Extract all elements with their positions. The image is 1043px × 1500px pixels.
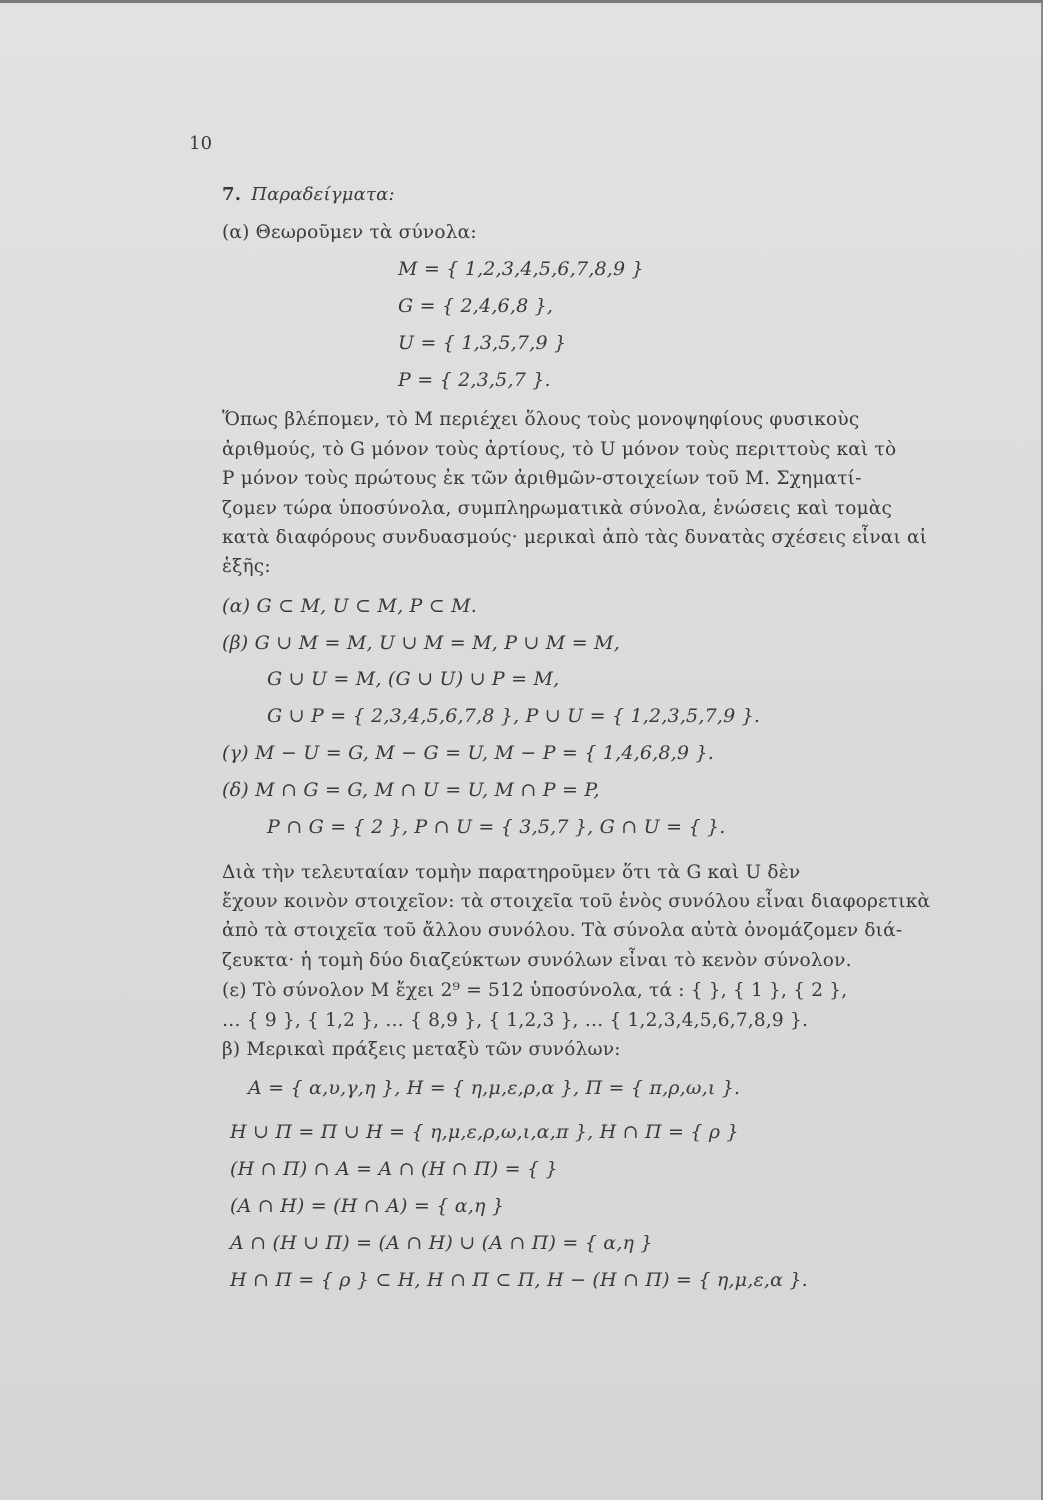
epsilon-line: … { 9 }, { 1,2 }, … { 8,9 }, { 1,2,3 }, … { 1,2,3,4,5,6,7,8,9 }.	[222, 1010, 809, 1031]
set-definition: P = { 2,3,5,7 }.	[398, 369, 551, 391]
epsilon-line: (ε) Τὸ σύνολον M ἔχει 2⁹ = 512 ὑποσύνολα, τά : { }, { 1 }, { 2 },	[222, 980, 848, 1001]
section-heading	[222, 186, 395, 204]
set-definition: M = { 1,2,3,4,5,6,7,8,9 }	[398, 258, 644, 280]
relation-beta: G ∪ U = M, (G ∪ U) ∪ P = M,	[267, 668, 560, 690]
part-b-heading: β) Μερικαὶ πράξεις μεταξὺ τῶν συνόλων:	[222, 1039, 621, 1060]
paragraph-line: ζευκτα· ἡ τομὴ δύο διαζεύκτων συνόλων εἶναι τὸ κενὸν σύνολον.	[222, 950, 852, 971]
relation-delta: P ∩ G = { 2 }, P ∩ U = { 3,5,7 }, G ∩ U = { }.	[267, 816, 726, 838]
paragraph-line: ἔχουν κοινὸν στοιχεῖον: τὰ στοιχεῖα τοῦ ἑνὸς συνόλου εἶναι διαφορετικὰ	[222, 891, 931, 912]
relation-beta: G ∪ P = { 2,3,4,5,6,7,8 }, P ∪ U = { 1,2,3,5,7,9 }.	[267, 705, 761, 727]
paragraph-line: ἀπὸ τὰ στοιχεῖα τοῦ ἄλλου συνόλου. Τὰ σύνολα αὐτὰ ὀνομάζομεν διά-	[222, 920, 903, 941]
operation-line: H ∩ Π = { ρ } ⊂ H, H ∩ Π ⊂ Π, H − (H ∩ Π) = { η,μ,ε,α }.	[230, 1269, 808, 1291]
set-definition: G = { 2,4,6,8 },	[398, 295, 554, 317]
paragraph-line: κατὰ διαφόρους συνδυασμούς· μερικαὶ ἀπὸ τὰς δυνατὰς σχέσεις εἶναι αἱ	[222, 527, 928, 548]
paragraph-line: ζομεν τώρα ὑποσύνολα, συμπληρωματικὰ σύνολα, ἑνώσεις καὶ τομὰς	[222, 498, 893, 519]
paragraph-line: ἀριθμούς, τὸ G μόνον τοὺς ἀρτίους, τὸ U μόνον τοὺς περιττοὺς καὶ τὸ	[222, 439, 897, 460]
relation-alpha: (α) G ⊂ M, U ⊂ M, P ⊂ M.	[222, 595, 478, 617]
page-number: 10	[189, 133, 213, 154]
paragraph-line: Ὅπως βλέπομεν, τὸ M περιέχει ὅλους τοὺς μονοψηφίους φυσικοὺς	[222, 409, 860, 430]
section-title: Παραδείγματα:	[251, 184, 395, 205]
intro-line: (α) Θεωροῦμεν τὰ σύνολα:	[222, 222, 477, 243]
relation-gamma: (γ) M − U = G, M − G = U, M − P = { 1,4,6,8,9 }.	[222, 742, 714, 764]
operation-line: (H ∩ Π) ∩ A = A ∩ (H ∩ Π) = { }	[230, 1158, 558, 1180]
paragraph-line: ἑξῆς:	[222, 556, 271, 577]
relation-beta: (β) G ∪ M = M, U ∪ M = M, P ∪ M = M,	[222, 632, 620, 654]
operation-line: A ∩ (H ∪ Π) = (A ∩ H) ∪ (A ∩ Π) = { α,η }	[230, 1232, 653, 1254]
relation-delta: (δ) M ∩ G = G, M ∩ U = U, M ∩ P = P,	[222, 779, 600, 801]
paragraph-line: Διὰ τὴν τελευταίαν τομὴν παρατηροῦμεν ὅτι τὰ G καὶ U δὲν	[222, 862, 801, 883]
section-number: 7.	[222, 184, 242, 205]
operation-line: (A ∩ H) = (H ∩ A) = { α,η }	[230, 1195, 505, 1217]
operation-line: H ∪ Π = Π ∪ H = { η,μ,ε,ρ,ω,ι,α,π }, H ∩ Π = { ρ }	[230, 1121, 739, 1143]
paragraph-line: P μόνον τοὺς πρώτους ἐκ τῶν ἀριθμῶν-στοιχείων τοῦ M. Σχηματί-	[222, 468, 862, 489]
part-b-sets: A = { α,υ,γ,η }, H = { η,μ,ε,ρ,α }, Π = { π,ρ,ω,ι }.	[248, 1077, 741, 1099]
set-definition: U = { 1,3,5,7,9 }	[398, 332, 567, 354]
